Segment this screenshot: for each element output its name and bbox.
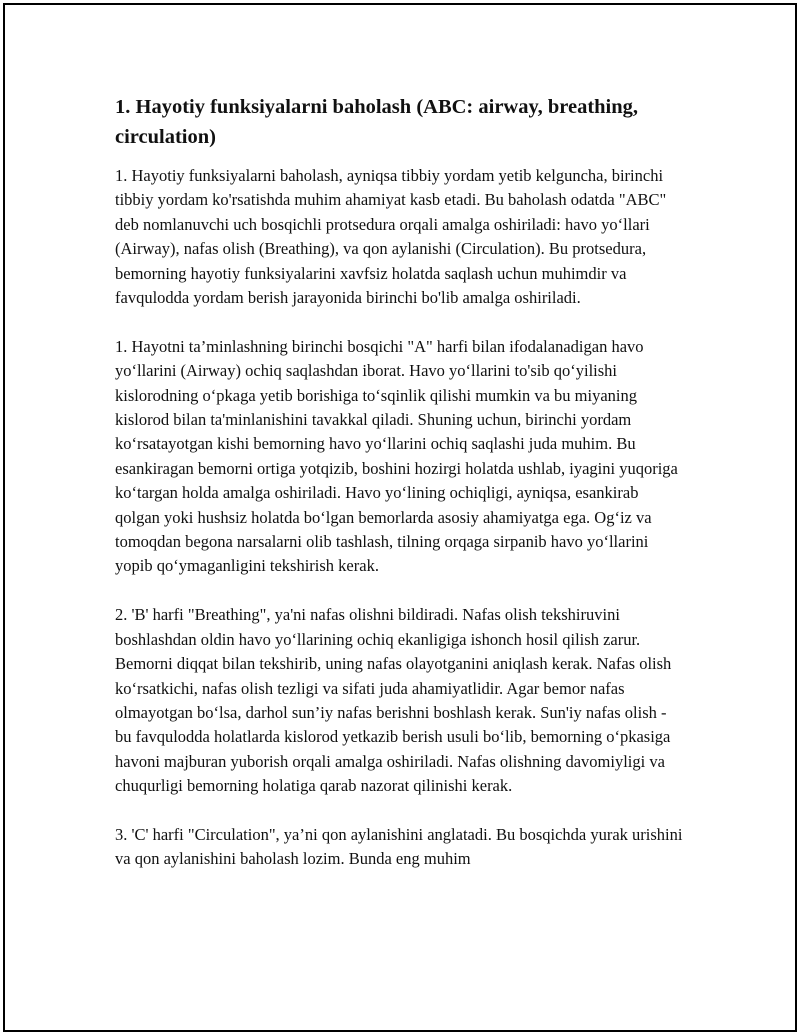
paragraph-breathing: 2. 'B' harfi "Breathing", ya'ni nafas olishni bildiradi. Nafas olish tekshiruvini boshlashdan oldin havo yo‘llarining ochiq ekanligiga ishonch hosil qilish zarur. Bemorni diqqat bilan tekshirib, uning nafas olayotganini aniqlash kerak. Nafas olish ko‘rsatkichi, nafas olish tezligi va sifati juda ahamiyatlidir. Agar bemor nafas olmayotgan bo‘lsa, darhol sun’iy nafas berishni boshlash kerak. Sun'iy nafas olish - bu favqulodda holatlarda kislorod yetkazib berish usuli bo‘lib, bemorning o‘pkasiga havoni majburan yuborish orqali amalga oshiriladi. Nafas olishning davomiyligi va chuqurligi bemorning holatiga qarab nazorat qilinishi kerak. (115, 605, 672, 796)
paragraph-airway: 1. Hayotni ta’minlashning birinchi bosqichi "A" harfi bilan ifodalanadigan havo yo‘llarini (Airway) ochiq saqlashdan iborat. Havo yo‘llarini to'sib qo‘yilishi kislorodning o‘pkaga yetib borishiga to‘sqinlik qilishi mumkin va bu miyaning kislorod bilan ta'minlanishini tavakkal qiladi. Shuning uchun, birinchi yordam ko‘rsatayotgan kishi bemorning havo yo‘llarini ochiq saqlashi juda muhim. Bu esankiragan bemorni ortiga yotqizib, boshini hozirgi holatda ushlab, iyagini yuqoriga ko‘targan holda amalga oshiriladi. Havo yo‘lining ochiqligi, ayniqsa, esankirab qolgan yoki hushsiz holatda bo‘lgan bemorlarda asosiy ahamiyatga ega. Og‘iz va tomoqdan begona narsalarni olib tashlash, tilning orqaga sirpanib havo yo‘llarini yopib qo‘ymaganligini tekshirish kerak. (115, 336, 678, 576)
paragraph-circulation: 3. 'C' harfi "Circulation", ya’ni qon aylanishini anglatadi. Bu bosqichda yurak urishini va qon aylanishini baholash lozim. Bunda eng muhim (115, 824, 683, 869)
document-title: 1. Hayotiy funksiyalarni baholash (ABC: airway, breathing, circulation) (115, 96, 639, 148)
document-body (115, 92, 685, 872)
paragraph-intro: 1. Hayotiy funksiyalarni baholash, ayniqsa tibbiy yordam yetib kelguncha, birinchi tibbiy yordam ko'rsatishda muhim ahamiyat kasb etadi. Bu baholash odatda "ABC" deb nomlanuvchi uch bosqichli protsedura orqali amalga oshiriladi: havo yo‘llari (Airway), nafas olish (Breathing), va qon aylanishi (Circulation). Bu protsedura, bemorning hayotiy funksiyalarini xavfsiz holatda saqlash uchun muhimdir va favqulodda yordam berish jarayonida birinchi bo'lib amalga oshiriladi. (115, 166, 667, 308)
